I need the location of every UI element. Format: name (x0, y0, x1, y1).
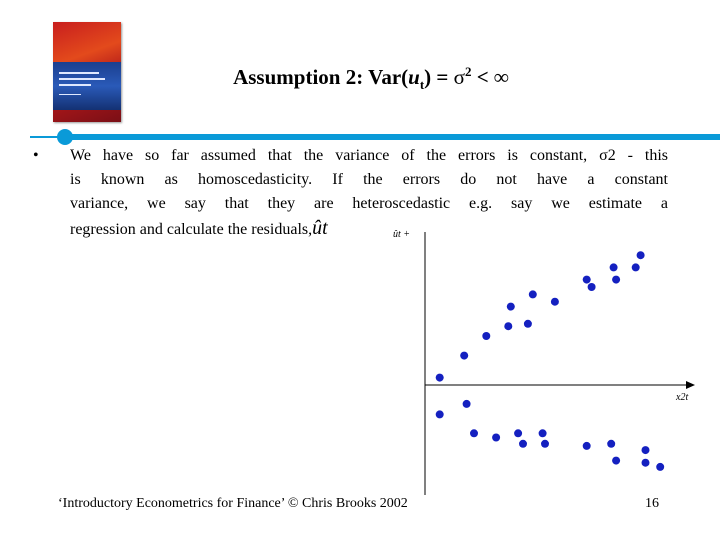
data-point (529, 290, 537, 298)
data-point (551, 298, 559, 306)
data-point (460, 352, 468, 360)
body-line: is known as homoscedasticity. If the errors do not have a constant (70, 171, 668, 188)
data-point (607, 440, 615, 448)
bullet-marker: • (33, 147, 39, 164)
data-point (656, 463, 664, 471)
body-line: variance, we say that they are heteroscedastic e.g. say we estimate a (70, 195, 668, 212)
data-point (583, 276, 591, 284)
data-point (492, 434, 500, 442)
title-suffix: < ∞ (471, 65, 509, 89)
data-point (610, 263, 618, 271)
data-point (470, 429, 478, 437)
data-point (642, 459, 650, 467)
x-axis-label: x2t (676, 392, 689, 403)
body-line: We have so far assumed that the variance of the errors is constant, σ2 - this (70, 147, 668, 164)
data-point (583, 442, 591, 450)
data-point (504, 322, 512, 330)
residual-symbol: ût (312, 217, 328, 239)
data-point (642, 446, 650, 454)
data-point (463, 400, 471, 408)
data-point (524, 320, 532, 328)
data-point (519, 440, 527, 448)
footer-citation: ‘Introductory Econometrics for Finance’ © Chris Brooks 2002 (58, 496, 408, 511)
y-axis-label: ût + (393, 229, 411, 240)
data-point (541, 440, 549, 448)
data-point (632, 263, 640, 271)
body-line-text: regression and calculate the residuals, (70, 221, 313, 238)
title-exp: 2 (464, 64, 472, 79)
title-sub: t (419, 77, 425, 93)
x-axis-arrow (686, 381, 695, 389)
page-number: 16 (645, 496, 659, 511)
data-point (507, 303, 515, 311)
data-point (514, 429, 522, 437)
data-point (436, 410, 444, 418)
data-point (588, 283, 596, 291)
data-point (612, 276, 620, 284)
title-prefix: Assumption 2: Var( (233, 65, 409, 89)
scatter-points (436, 251, 665, 471)
title-var: u (408, 65, 420, 89)
data-point (539, 429, 547, 437)
data-point (482, 332, 490, 340)
title-sigma: σ (453, 65, 465, 89)
data-point (637, 251, 645, 259)
data-point (612, 457, 620, 465)
title-mid: ) = (424, 65, 454, 89)
data-point (436, 374, 444, 382)
